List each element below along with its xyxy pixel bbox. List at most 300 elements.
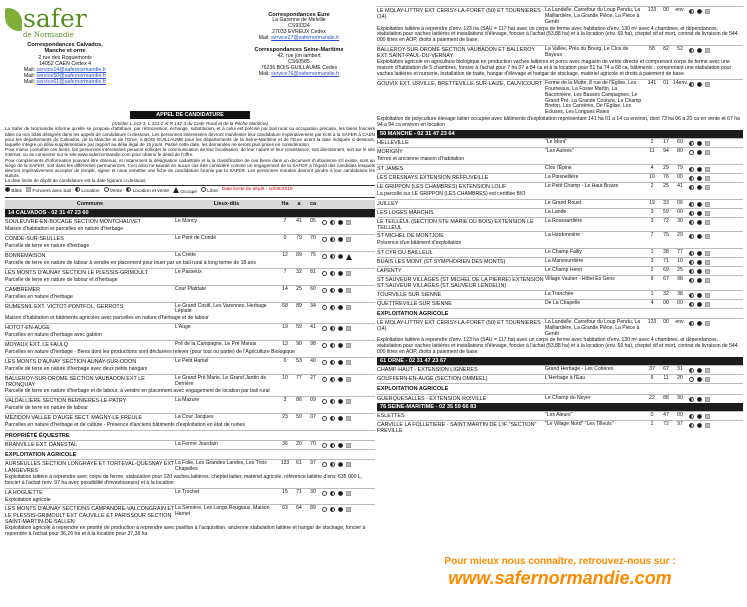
circle-outline-icon [322, 288, 327, 293]
half-circle-icon [330, 443, 335, 448]
ares: 64 [296, 505, 302, 512]
legend-item: Occupé [173, 187, 197, 196]
eure-address [223, 12, 375, 42]
hectares: 3 [650, 258, 654, 265]
triangle-icon [173, 187, 179, 193]
ares: 88 [663, 394, 669, 401]
centiares: 05 [310, 218, 316, 225]
half-circle-icon [330, 271, 335, 276]
centiares: 90 [677, 394, 683, 401]
ares: 00 [663, 299, 669, 306]
centiares: 30 [677, 217, 683, 224]
listing-row[interactable] [377, 147, 743, 156]
circle-full-icon [697, 211, 702, 216]
calvados-title-1: Correspondances Calvados, [27, 42, 103, 49]
ares: 47 [663, 412, 669, 419]
listing-row[interactable] [377, 199, 743, 208]
header-commune: Commune [76, 201, 104, 208]
lieu-dit: Le Petit Champ - Le Haut Braize [545, 183, 619, 190]
commune: ST JAMES [377, 166, 404, 173]
centiares: 25 [677, 267, 683, 274]
deadline: Date limite de dépôt : 10/06/2019 [221, 187, 293, 193]
header-lieux: Lieux-dits [213, 201, 240, 208]
square-icon [346, 377, 351, 382]
hectares: 22 [649, 394, 655, 401]
ares: 50 [296, 413, 302, 420]
hectares: 3 [650, 208, 654, 215]
listing-description: Parcelle de terre en nature d'herbage et de labour, à vendre en placement avec engagement de location par bail rural [5, 388, 270, 395]
lieu-dit: Clos l'Épine [545, 165, 572, 172]
status-icons [687, 250, 710, 257]
listing-row[interactable] [5, 217, 375, 226]
listing-row[interactable] [5, 396, 375, 405]
ares: 82 [663, 46, 669, 53]
circle-outline-icon [322, 507, 327, 512]
commune: LES LOGES MARCHIS [377, 209, 434, 216]
calvados-mail-14: Mail: service14@safernormandie.fr [23, 67, 107, 74]
eure-line: La Garenne de Melville [272, 17, 326, 24]
commune: ST SAUVEUR VILLAGES (ST MICHEL DE LA PIERRE) EXTENSION ST SAUVEUR VILLAGES (ST SAUVEUR LENDELIN) [377, 277, 544, 290]
ares: 32 [663, 290, 669, 297]
listing-row[interactable] [377, 79, 743, 116]
centiares: 00 [677, 412, 683, 419]
status-icons [687, 413, 710, 420]
hectares: 7 [283, 268, 287, 275]
circle-full-icon [338, 491, 343, 496]
circle-full-icon [697, 368, 702, 373]
website-link[interactable]: www.safernormandie.com [448, 567, 672, 588]
centiares: 00 [677, 208, 683, 215]
commune: ST MICHEL DE MONTJOIE [377, 233, 444, 240]
listing-row[interactable] [5, 504, 375, 525]
listing-row[interactable] [377, 138, 743, 147]
lieu-dit: L'Auge [175, 324, 191, 331]
listing-description: Parcelles en nature d'herbage - Biens dont les productions sont déclarées relever (pour tout ou partie) de l'Agriculture Biologique [5, 348, 295, 355]
status-icons [687, 8, 710, 15]
status-icons [320, 342, 351, 349]
lieu-dit: La Vallée, Près du Bourg, Le Clos de Bayeux [545, 46, 629, 58]
listing-row[interactable] [5, 340, 375, 349]
listing-row[interactable] [5, 440, 375, 449]
half-circle-icon [689, 321, 694, 326]
lieu-dit: Le Moncy [175, 218, 198, 225]
circle-full-icon [5, 187, 10, 192]
half-circle-icon [689, 302, 694, 307]
listing-row[interactable] [377, 173, 743, 182]
half-circle-icon [689, 176, 694, 181]
lieu-dit: Le Grand Pré Marie, Le Grand Jardin de Derrière [175, 374, 267, 387]
circle-full-icon [697, 251, 702, 256]
listing-row[interactable] [377, 411, 743, 420]
centiares: 80 [677, 148, 683, 155]
status-icons [687, 175, 710, 182]
lieu-dit: Cour Platriate [175, 285, 207, 292]
mail-link[interactable]: service76@safernormandie.fr [271, 70, 340, 77]
commune: LE GRIPPON (LES CHAMBRES) EXTENSION LOLIF [377, 184, 507, 191]
logo-wordmark: safer [23, 4, 87, 33]
half-circle-icon [330, 416, 335, 421]
listing-description: Exploitation de polyculture élevage laitier occupée avec bâtiments d'exploitation représentant 141 ha 01 a 14 ca environ, dont 73 ha 06 a 20 ca en vente et 67 ha 94 a 94 ca environ en location [377, 116, 740, 128]
half-circle-icon [689, 141, 694, 146]
legend-item: Vente [104, 187, 123, 196]
hectares: 123 [647, 318, 657, 325]
commune: LE TEILLEUL (SECTION STE MARIE DU BOIS) EXTENSION LE TEILLEUL [377, 218, 534, 232]
listing-row[interactable] [5, 268, 375, 277]
listing-row[interactable] [377, 164, 743, 173]
ares: 89 [296, 302, 302, 309]
square-icon [705, 220, 710, 225]
square-icon [705, 414, 710, 419]
header-ha: Ha [281, 201, 289, 208]
commune: CHAMP-HAUT - EXTENSION LIGNERES [377, 367, 478, 374]
listing-description: Exploitation agricole en agriculture biologique en production vaches laitières et porcs avec magasin de vente directe et comprenant corps de ferme avec une maison d'habitation de 5 chambres, foncier à l'achat pour 7 ha 07 a 84 ca et à la location pour 51 ha 74 a 68 ca, bâtiments : comprenant une stabulation pour vaches laitières et nurserie, installation de traite, hangar d'élevage et hangar de stockage, matériel agricole et droits à paiement de base. [377, 59, 732, 78]
half-circle-icon [689, 260, 694, 265]
region-header: 14 CALVADOS - 02 31 47 23 60 [5, 209, 375, 217]
listing-row[interactable] [377, 420, 743, 434]
centiares: 00 [677, 174, 683, 181]
eure-line: CS93324 [288, 23, 310, 30]
listing-row[interactable] [5, 234, 375, 243]
legal-reference: (Articles L 143-3, L 331-2 et R 142-3 du Code Rural et de la Pêche Maritime) [111, 121, 269, 127]
commune: MORIGNY [377, 149, 403, 156]
listing-row[interactable] [5, 413, 375, 422]
commune: VALDALLIERE SECTION BERNIERES-LE-PATRY [5, 397, 127, 404]
circle-outline-icon [322, 305, 327, 310]
listing-row[interactable] [377, 299, 743, 308]
centiares: env. [675, 318, 685, 325]
hectares: 23 [282, 413, 288, 420]
circle-full-icon [697, 150, 702, 155]
ares: 11 [663, 375, 669, 382]
circle-full-icon [338, 443, 343, 448]
half-circle-icon [75, 187, 80, 192]
calvados-city: 14052 CAEN Cedex 4 [38, 60, 92, 67]
right-listing [377, 6, 743, 435]
circle-outline-icon [689, 150, 694, 155]
legend-item: Fonciers avec bail [26, 187, 71, 196]
status-icons [687, 320, 710, 327]
lieu-dit: La Hardonnière [545, 232, 581, 239]
half-circle-icon [689, 251, 694, 256]
hectares: 123 [647, 7, 657, 13]
listing-row[interactable] [5, 323, 375, 332]
half-circle-icon [330, 507, 335, 512]
ares: 20 [296, 441, 302, 448]
mail-link[interactable]: service14@safernormandie.fr [36, 67, 107, 74]
square-icon [346, 288, 351, 293]
circle-full-icon [338, 220, 343, 225]
commune: ST CYR DU BAILLEUL [377, 250, 433, 257]
half-circle-icon [689, 368, 694, 373]
commune: BALLEROY-SUR-DROME SECTION VAUBADON EXT LE TRONQUAY [5, 375, 145, 388]
ares: 67 [663, 276, 669, 283]
appel-header [5, 111, 375, 119]
status-icons [320, 359, 351, 366]
listing-row[interactable] [5, 357, 375, 366]
hectares: 9 [650, 276, 654, 283]
listing-row[interactable] [377, 257, 743, 266]
commune: SOULEUVRE-EN-BOCAGE SECTION MONTCHAUVET [5, 219, 141, 226]
listing-description: Parcelle de terre en nature de labour à vendre en placement pour louer par un bail rural à long terme de 18 ans [5, 260, 256, 267]
status-icons [320, 442, 351, 449]
square-icon [705, 278, 710, 283]
centiares: 97 [677, 421, 683, 428]
hectares: 36 [282, 441, 288, 448]
centiares: 40 [310, 357, 316, 364]
circle-full-icon [697, 397, 702, 402]
centiares: 89 [310, 505, 316, 512]
half-circle-icon [689, 211, 694, 216]
intro-paragraph: Pour compléments d'information pouvant être obtenus, et notamment la désignation cadastrale et la la classification de ces biens dans un document d'urbanisme s'il existe, sont au siège de la SAFER, soit dans les différentes permanences. Ceci ainsi ne saurait en aucun cas être considéré comme un engagement de la SAFER à l'égard des candidats lesquels devront impérativement accepter de remplir, signer et nous remettre une fiche de candidature fournie par la SAFER. Les personnes morales devront joindre à leur candidature les statuts. [5, 157, 375, 179]
hectares: 19 [649, 199, 655, 206]
square-icon [346, 443, 351, 448]
lieu-dit: Le Champ Henri [545, 267, 583, 274]
circle-full-icon [338, 399, 343, 404]
square-icon [705, 293, 710, 298]
listing-row[interactable] [377, 365, 743, 374]
square-icon [346, 491, 351, 496]
status-icons [320, 506, 351, 513]
half-circle-icon [126, 187, 131, 192]
centiares: 70 [310, 441, 316, 448]
commune: LA HOGUETTE [5, 489, 43, 496]
lieu-dit: Pré de la Campagne, Le Pré Marais [175, 340, 257, 347]
status-icons [687, 149, 710, 156]
ares: 01 [663, 80, 669, 86]
centiares: 10 [677, 258, 683, 265]
centiares: 38 [677, 290, 683, 297]
square-icon [705, 260, 710, 265]
ares: 33 [663, 199, 669, 206]
status-icons [687, 376, 710, 383]
circle-full-icon [338, 416, 343, 421]
ares: 72 [663, 217, 669, 224]
circle-full-icon [697, 141, 702, 146]
header-a: a [297, 201, 301, 208]
hectares: 0 [650, 412, 654, 419]
listing-row[interactable] [377, 45, 743, 59]
commune: MOYAUX EXT. LE FAULQ [5, 341, 69, 348]
section-subheading: PROPRIÉTÉ ÉQUESTRE [5, 430, 375, 440]
centiares: 14env. [673, 80, 688, 86]
hectares: 11 [649, 148, 655, 155]
lieu-dit: La Ferme Jourdain [175, 441, 218, 448]
listing-row[interactable] [377, 275, 743, 289]
status-icons [320, 287, 351, 294]
listing-row[interactable] [377, 394, 743, 403]
listing-description: Parcelle de terre en nature de labour et d'herbage [5, 276, 118, 283]
listing-row[interactable] [377, 217, 743, 231]
status-icons [687, 396, 710, 403]
circle-outline-icon [689, 377, 694, 382]
half-circle-icon [689, 423, 694, 428]
square-icon [705, 48, 710, 53]
lieu-dit: La Landelle, Carrefour du Loup Pendu, La Maillardière, La Grande Pièce, La Pièce à Genêt [545, 318, 641, 337]
commune: LAPENTY [377, 268, 402, 275]
ares: 59 [663, 208, 669, 215]
listing-row[interactable] [377, 182, 743, 191]
seine-address [223, 47, 375, 77]
commune: ESLETTES [377, 413, 405, 420]
listing-row[interactable] [377, 6, 743, 26]
hectares: 1 [650, 421, 654, 428]
listing-row[interactable] [5, 251, 375, 260]
square-icon [705, 176, 710, 181]
listing-row[interactable] [377, 208, 743, 217]
hectares: 10 [282, 374, 288, 381]
lieu-dit: La Cour Jacques [175, 413, 214, 420]
circle-full-icon [338, 271, 343, 276]
commune: CONDE-SUR-SEULLES [5, 236, 64, 243]
listing-row[interactable] [5, 459, 375, 473]
lieu-dit: Le Champ Failly [545, 249, 582, 256]
hectares: 7 [283, 218, 287, 225]
ares: 41 [296, 218, 302, 225]
circle-outline-icon [322, 416, 327, 421]
hectares: 1 [650, 249, 654, 256]
square-icon [705, 167, 710, 172]
circle-full-icon [338, 377, 343, 382]
commune: LE MOLAY-LITTRY EXT CERISY-LA-FORET (50) ET TOURNIERES (14) [377, 319, 541, 333]
centiares: 98 [677, 276, 683, 283]
centiares: 75 [310, 252, 316, 259]
status-icons [320, 490, 351, 497]
lieu-dit: Le Petit Hamel [175, 357, 209, 364]
ares: 72 [663, 421, 669, 428]
square-icon [705, 234, 710, 239]
lieu-dit: "Les Aulnés" [545, 148, 574, 155]
mail-link[interactable]: service50@safernormandie.fr [36, 73, 107, 80]
circle-full-icon [697, 302, 702, 307]
lieu-dit: "Les Aleurs" [545, 412, 573, 419]
lieu-dit: La Mazure [175, 396, 200, 403]
hectares: 7 [650, 232, 654, 239]
circle-outline-icon [322, 220, 327, 225]
square-icon [346, 343, 351, 348]
centiares: 60 [677, 139, 683, 146]
hectares: 13 [282, 340, 288, 347]
lieu-dit: Le Pont de Condé [175, 235, 217, 242]
region-header: 61 ORNE - 02 31 47 23 67 [377, 357, 743, 365]
half-circle-icon [330, 343, 335, 348]
status-icons [687, 47, 710, 54]
square-icon [705, 9, 710, 14]
lieu-dit: La Landelle, Carrefour du Loup Pendu, La Maillardière, La Grande Pièce, La Pièce à Genêt [545, 7, 641, 25]
commune: GOUFFERN-EN-AUGE (SECTION OMMEEL) [377, 376, 488, 383]
square-icon [705, 202, 710, 207]
listing-row[interactable] [377, 290, 743, 299]
lieu-dit: La Crette [175, 252, 196, 259]
commune: LE MOLAY-LITTRY EXT CERISY-LA-FORET (50) ET TOURNIERES (14) [377, 8, 541, 21]
half-circle-icon [689, 293, 694, 298]
header-ca: ca [310, 201, 316, 208]
square-icon [346, 462, 351, 467]
half-circle-icon [330, 237, 335, 242]
appel-title: APPEL DE CANDIDATURE [130, 111, 250, 119]
commune: HELLEVILLE [377, 140, 409, 147]
centiares: 27 [310, 374, 316, 381]
legend [5, 185, 375, 198]
hectares: 2 [650, 267, 654, 274]
status-icons [687, 166, 710, 173]
footer [377, 556, 743, 588]
half-circle-icon [330, 360, 335, 365]
ares: 17 [663, 139, 669, 146]
hectares: 6 [650, 375, 654, 382]
mail-link[interactable]: service61@safernormandie.fr [36, 79, 107, 86]
commune: HOTOT-EN-AUGE [5, 325, 50, 332]
square-icon [346, 271, 351, 276]
listing-description: Parcelles en nature d'herbage et de culture - Présence d'anciens bâtiments d'exploitation en état de ruines [5, 421, 245, 428]
status-icons [687, 184, 710, 191]
square-icon [705, 397, 710, 402]
hectares: 37 [649, 366, 655, 373]
half-circle-icon [689, 397, 694, 402]
status-icons [687, 233, 710, 240]
ares: 89 [296, 252, 302, 259]
status-icons [320, 398, 351, 405]
listing-row[interactable] [377, 318, 743, 338]
square-icon [705, 377, 710, 382]
hectares: 0 [283, 235, 287, 242]
listing-description: Maison d'habitation et parcelles en nature d'herbage [5, 226, 124, 233]
status-icons [687, 268, 710, 275]
mail-link[interactable]: service27@safernormandie.fr [271, 35, 340, 42]
calvados-mail-61: Mail: service61@safernormandie.fr [23, 79, 107, 86]
centiares: 29 [677, 232, 683, 239]
circle-full-icon [697, 82, 702, 87]
hectares: 141 [647, 80, 657, 86]
listing-row[interactable] [377, 248, 743, 257]
listing-row[interactable] [5, 374, 375, 388]
listing-description: Parcelle de terre en nature de labour [5, 404, 88, 411]
circle-full-icon [338, 288, 343, 293]
half-circle-icon [330, 288, 335, 293]
status-icons [320, 236, 351, 243]
footer-tagline: Pour mieux nous connaître, retrouvez-nous sur : [444, 556, 676, 567]
square-icon [346, 360, 351, 365]
hectares: 133 [280, 460, 290, 467]
listing-description: Parcelles en nature d'herbage avec gabion [5, 332, 102, 339]
circle-full-icon [697, 423, 702, 428]
commune: LES MONTS D'AUNAY SECTION AUNAY-SUR-ODON [5, 358, 137, 365]
half-circle-icon [330, 377, 335, 382]
commune: AURSEULLES SECTION LONGRAYE ET TORTEVAL-QUESNAY EXT LANGEVRES [5, 461, 175, 474]
circle-full-icon [697, 278, 702, 283]
logo [5, 6, 125, 31]
listing-row[interactable] [377, 266, 743, 275]
commune: TOURVILLE SUR SIENNE [377, 291, 442, 298]
circle-outline-icon [322, 443, 327, 448]
listing-row[interactable] [377, 374, 743, 383]
section-subheading: EXPLOITATION AGRICOLE [377, 383, 743, 393]
listing-row[interactable] [377, 231, 743, 240]
status-icons [687, 219, 710, 226]
status-icons [320, 253, 352, 260]
listing-row[interactable] [5, 488, 375, 497]
circle-full-icon [697, 269, 702, 274]
ares: 90 [296, 340, 302, 347]
lieu-dit: Le Champ du Noyer [545, 394, 591, 401]
section-subheading: EXPLOITATION AGRICOLE [377, 308, 743, 318]
listing-row[interactable] [5, 302, 375, 316]
hectares: 19 [282, 324, 288, 331]
hectares: 14 [282, 285, 288, 292]
listing-row[interactable] [5, 285, 375, 294]
square-icon [346, 220, 351, 225]
logo-block [5, 6, 125, 111]
status-icons [320, 415, 351, 422]
